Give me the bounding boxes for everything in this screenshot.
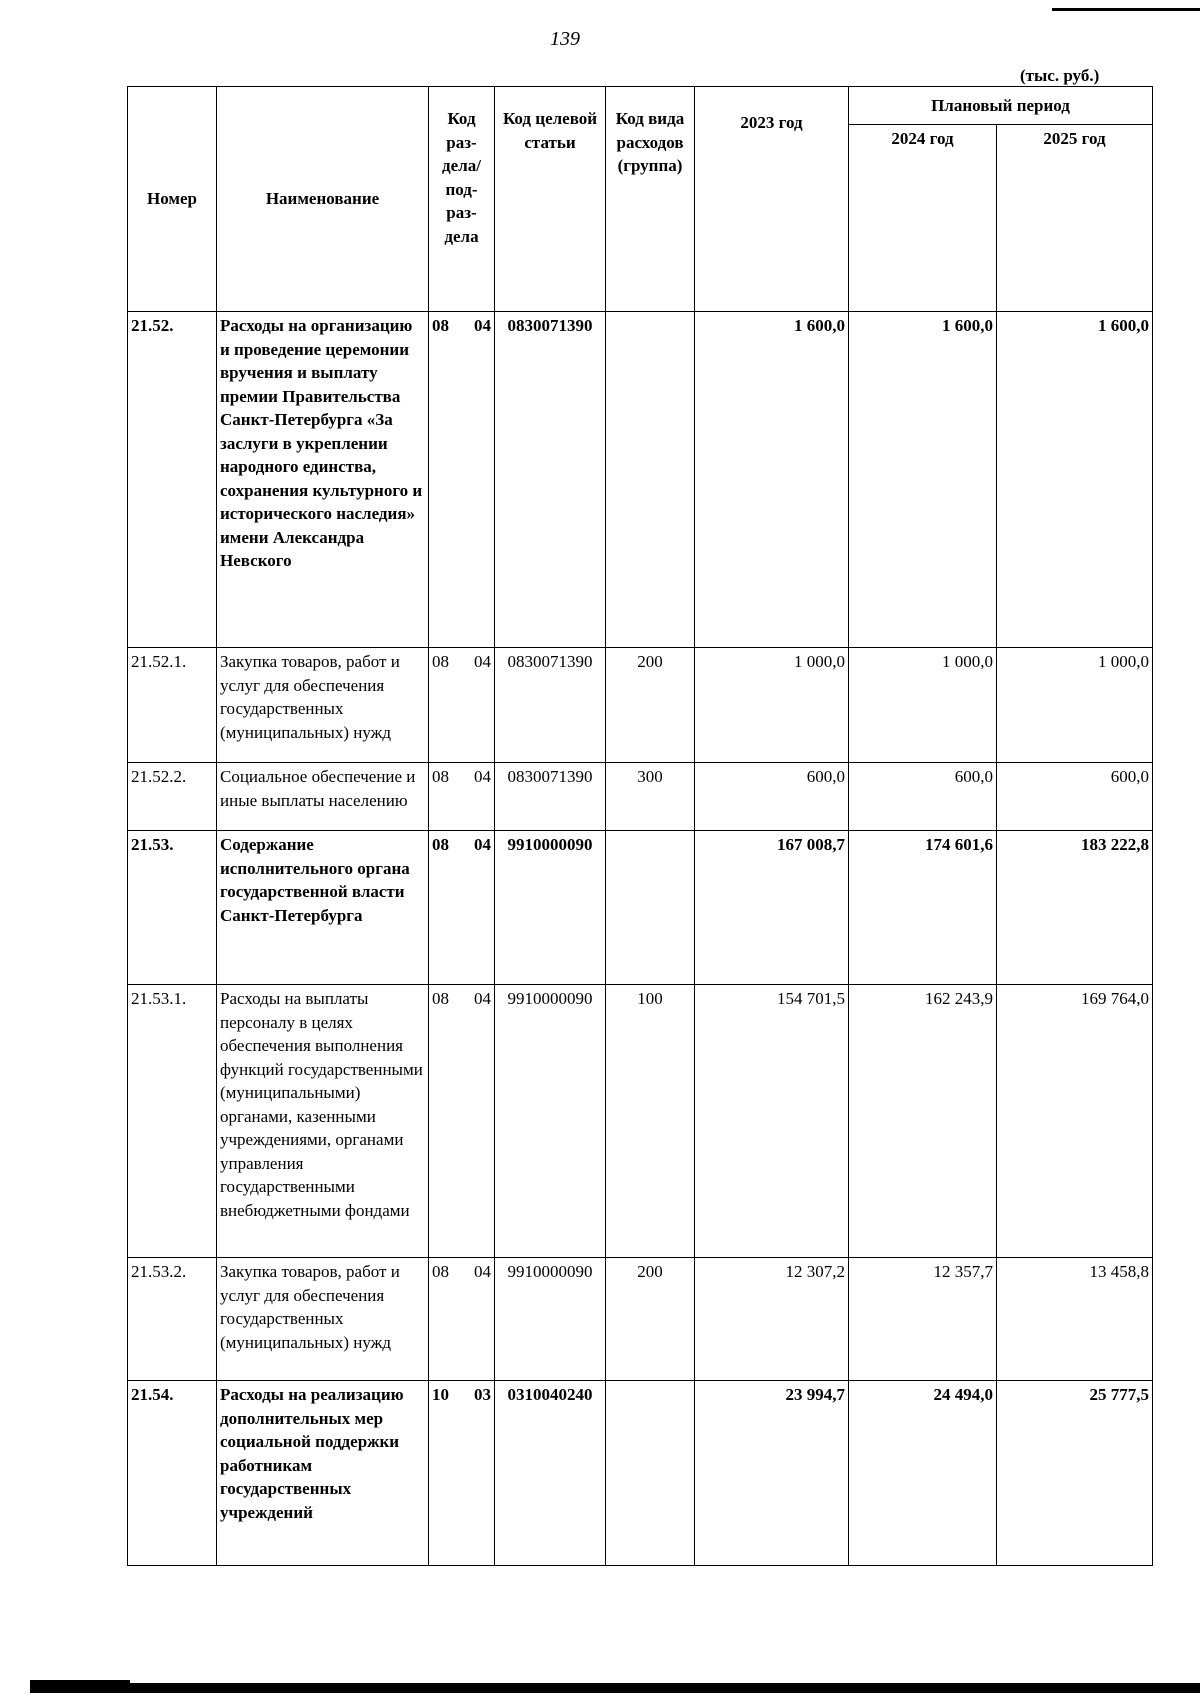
row-amount-2024: 174 601,6 bbox=[849, 831, 997, 985]
units-label: (тыс. руб.) bbox=[1020, 66, 1100, 85]
row-amount-2023: 12 307,2 bbox=[695, 1258, 849, 1381]
table-row bbox=[128, 985, 1153, 1258]
row-article: 0310040240 bbox=[495, 1381, 606, 1566]
table-row bbox=[128, 831, 1153, 985]
row-section-code: 08 bbox=[432, 835, 449, 854]
row-number: 21.52.1. bbox=[128, 648, 217, 763]
row-expense-type: 100 bbox=[606, 985, 695, 1258]
row-amount-2024: 12 357,7 bbox=[849, 1258, 997, 1381]
header-name: Наименование bbox=[217, 87, 429, 312]
budget-table bbox=[127, 86, 1153, 1566]
row-section-code: 08 bbox=[432, 1262, 449, 1281]
row-number: 21.52.2. bbox=[128, 763, 217, 831]
row-amount-2024: 162 243,9 bbox=[849, 985, 997, 1258]
table-row bbox=[128, 763, 1153, 831]
row-amount-2025: 600,0 bbox=[997, 763, 1153, 831]
header-planning-period: Плановый период bbox=[849, 87, 1153, 125]
table-row bbox=[128, 1381, 1153, 1566]
row-section bbox=[429, 985, 495, 1258]
row-amount-2025: 25 777,5 bbox=[997, 1381, 1153, 1566]
row-section bbox=[429, 1381, 495, 1566]
row-section-code: 08 bbox=[432, 316, 449, 335]
row-section-code: 08 bbox=[432, 652, 449, 671]
row-amount-2025: 169 764,0 bbox=[997, 985, 1153, 1258]
header-section bbox=[429, 87, 495, 312]
row-subsection-code: 03 bbox=[474, 1385, 491, 1404]
table-row bbox=[128, 1258, 1153, 1381]
row-amount-2024: 1 600,0 bbox=[849, 312, 997, 648]
row-number: 21.53. bbox=[128, 831, 217, 985]
row-section bbox=[429, 831, 495, 985]
row-section-codes bbox=[432, 1383, 491, 1407]
header-expense-type bbox=[606, 87, 695, 312]
header-year-2023 bbox=[695, 87, 849, 312]
row-number: 21.53.2. bbox=[128, 1258, 217, 1381]
row-section-codes bbox=[432, 833, 491, 857]
row-number: 21.53.1. bbox=[128, 985, 217, 1258]
row-article: 9910000090 bbox=[495, 1258, 606, 1381]
row-name: Социальное обеспечение и иные выплаты населению bbox=[217, 763, 429, 831]
row-article: 0830071390 bbox=[495, 763, 606, 831]
row-section bbox=[429, 648, 495, 763]
row-subsection-code: 04 bbox=[474, 835, 491, 854]
row-name: Расходы на реализацию дополнительных мер социальной поддержки работникам государственных учреждений bbox=[217, 1381, 429, 1566]
row-amount-2024: 1 000,0 bbox=[849, 648, 997, 763]
row-name: Расходы на организацию и проведение церемонии вручения и выплату премии Правительства Санкт-Петербурга «За заслуги в укреплении народного единства, сохранения культурного и исторического наследия» имени Александра Невского bbox=[217, 312, 429, 648]
row-name: Закупка товаров, работ и услуг для обеспечения государственных (муниципальных) нужд bbox=[217, 648, 429, 763]
row-amount-2025: 1 000,0 bbox=[997, 648, 1153, 763]
row-section-code: 08 bbox=[432, 767, 449, 786]
row-expense-type bbox=[606, 831, 695, 985]
row-expense-type: 200 bbox=[606, 648, 695, 763]
table-header bbox=[128, 87, 1153, 312]
row-section-code: 10 bbox=[432, 1385, 449, 1404]
header-expense-type-text: Код вида расходов (группа) bbox=[615, 109, 685, 175]
row-article: 0830071390 bbox=[495, 312, 606, 648]
table-row bbox=[128, 648, 1153, 763]
budget-table-wrap bbox=[127, 86, 1153, 1566]
header-number: Номер bbox=[128, 87, 217, 312]
header-year-2024: 2024 год bbox=[849, 125, 997, 312]
row-section-codes bbox=[432, 765, 491, 789]
row-subsection-code: 04 bbox=[474, 652, 491, 671]
row-amount-2023: 1 600,0 bbox=[695, 312, 849, 648]
row-amount-2023: 154 701,5 bbox=[695, 985, 849, 1258]
header-article-text: Код целевой статьи bbox=[502, 109, 598, 152]
row-subsection-code: 04 bbox=[474, 767, 491, 786]
row-section-codes bbox=[432, 314, 491, 338]
top-right-rule bbox=[1052, 8, 1200, 11]
row-name: Закупка товаров, работ и услуг для обеспечения государственных (муниципальных) нужд bbox=[217, 1258, 429, 1381]
row-section-code: 08 bbox=[432, 989, 449, 1008]
page-number: 139 bbox=[550, 28, 580, 50]
row-amount-2023: 167 008,7 bbox=[695, 831, 849, 985]
bottom-rule bbox=[30, 1683, 1200, 1693]
row-article: 9910000090 bbox=[495, 985, 606, 1258]
row-amount-2023: 23 994,7 bbox=[695, 1381, 849, 1566]
row-amount-2023: 1 000,0 bbox=[695, 648, 849, 763]
row-subsection-code: 04 bbox=[474, 1262, 491, 1281]
row-name: Расходы на выплаты персоналу в целях обеспечения выполнения функций государственными (муниципальными) органами, казенными учреждениями, органами управления государственными внебюджетными фондами bbox=[217, 985, 429, 1258]
row-section-codes bbox=[432, 987, 491, 1011]
row-name: Содержание исполнительного органа государственной власти Санкт-Петербурга bbox=[217, 831, 429, 985]
row-expense-type bbox=[606, 1381, 695, 1566]
table-body bbox=[128, 312, 1153, 1566]
row-section bbox=[429, 763, 495, 831]
row-subsection-code: 04 bbox=[474, 316, 491, 335]
row-article: 0830071390 bbox=[495, 648, 606, 763]
row-amount-2023: 600,0 bbox=[695, 763, 849, 831]
row-section-codes bbox=[432, 650, 491, 674]
row-amount-2025: 183 222,8 bbox=[997, 831, 1153, 985]
row-subsection-code: 04 bbox=[474, 989, 491, 1008]
header-year-2023-text: 2023 год bbox=[740, 113, 803, 132]
header-year-2025: 2025 год bbox=[997, 125, 1153, 312]
row-section-codes bbox=[432, 1260, 491, 1284]
header-section-text: Код раз- дела/ под- раз- дела bbox=[442, 109, 481, 246]
header-article bbox=[495, 87, 606, 312]
row-article: 9910000090 bbox=[495, 831, 606, 985]
row-amount-2024: 24 494,0 bbox=[849, 1381, 997, 1566]
row-amount-2025: 1 600,0 bbox=[997, 312, 1153, 648]
row-expense-type: 200 bbox=[606, 1258, 695, 1381]
table-row bbox=[128, 312, 1153, 648]
row-number: 21.52. bbox=[128, 312, 217, 648]
row-number: 21.54. bbox=[128, 1381, 217, 1566]
row-expense-type: 300 bbox=[606, 763, 695, 831]
row-expense-type bbox=[606, 312, 695, 648]
row-section bbox=[429, 312, 495, 648]
row-section bbox=[429, 1258, 495, 1381]
row-amount-2024: 600,0 bbox=[849, 763, 997, 831]
row-amount-2025: 13 458,8 bbox=[997, 1258, 1153, 1381]
